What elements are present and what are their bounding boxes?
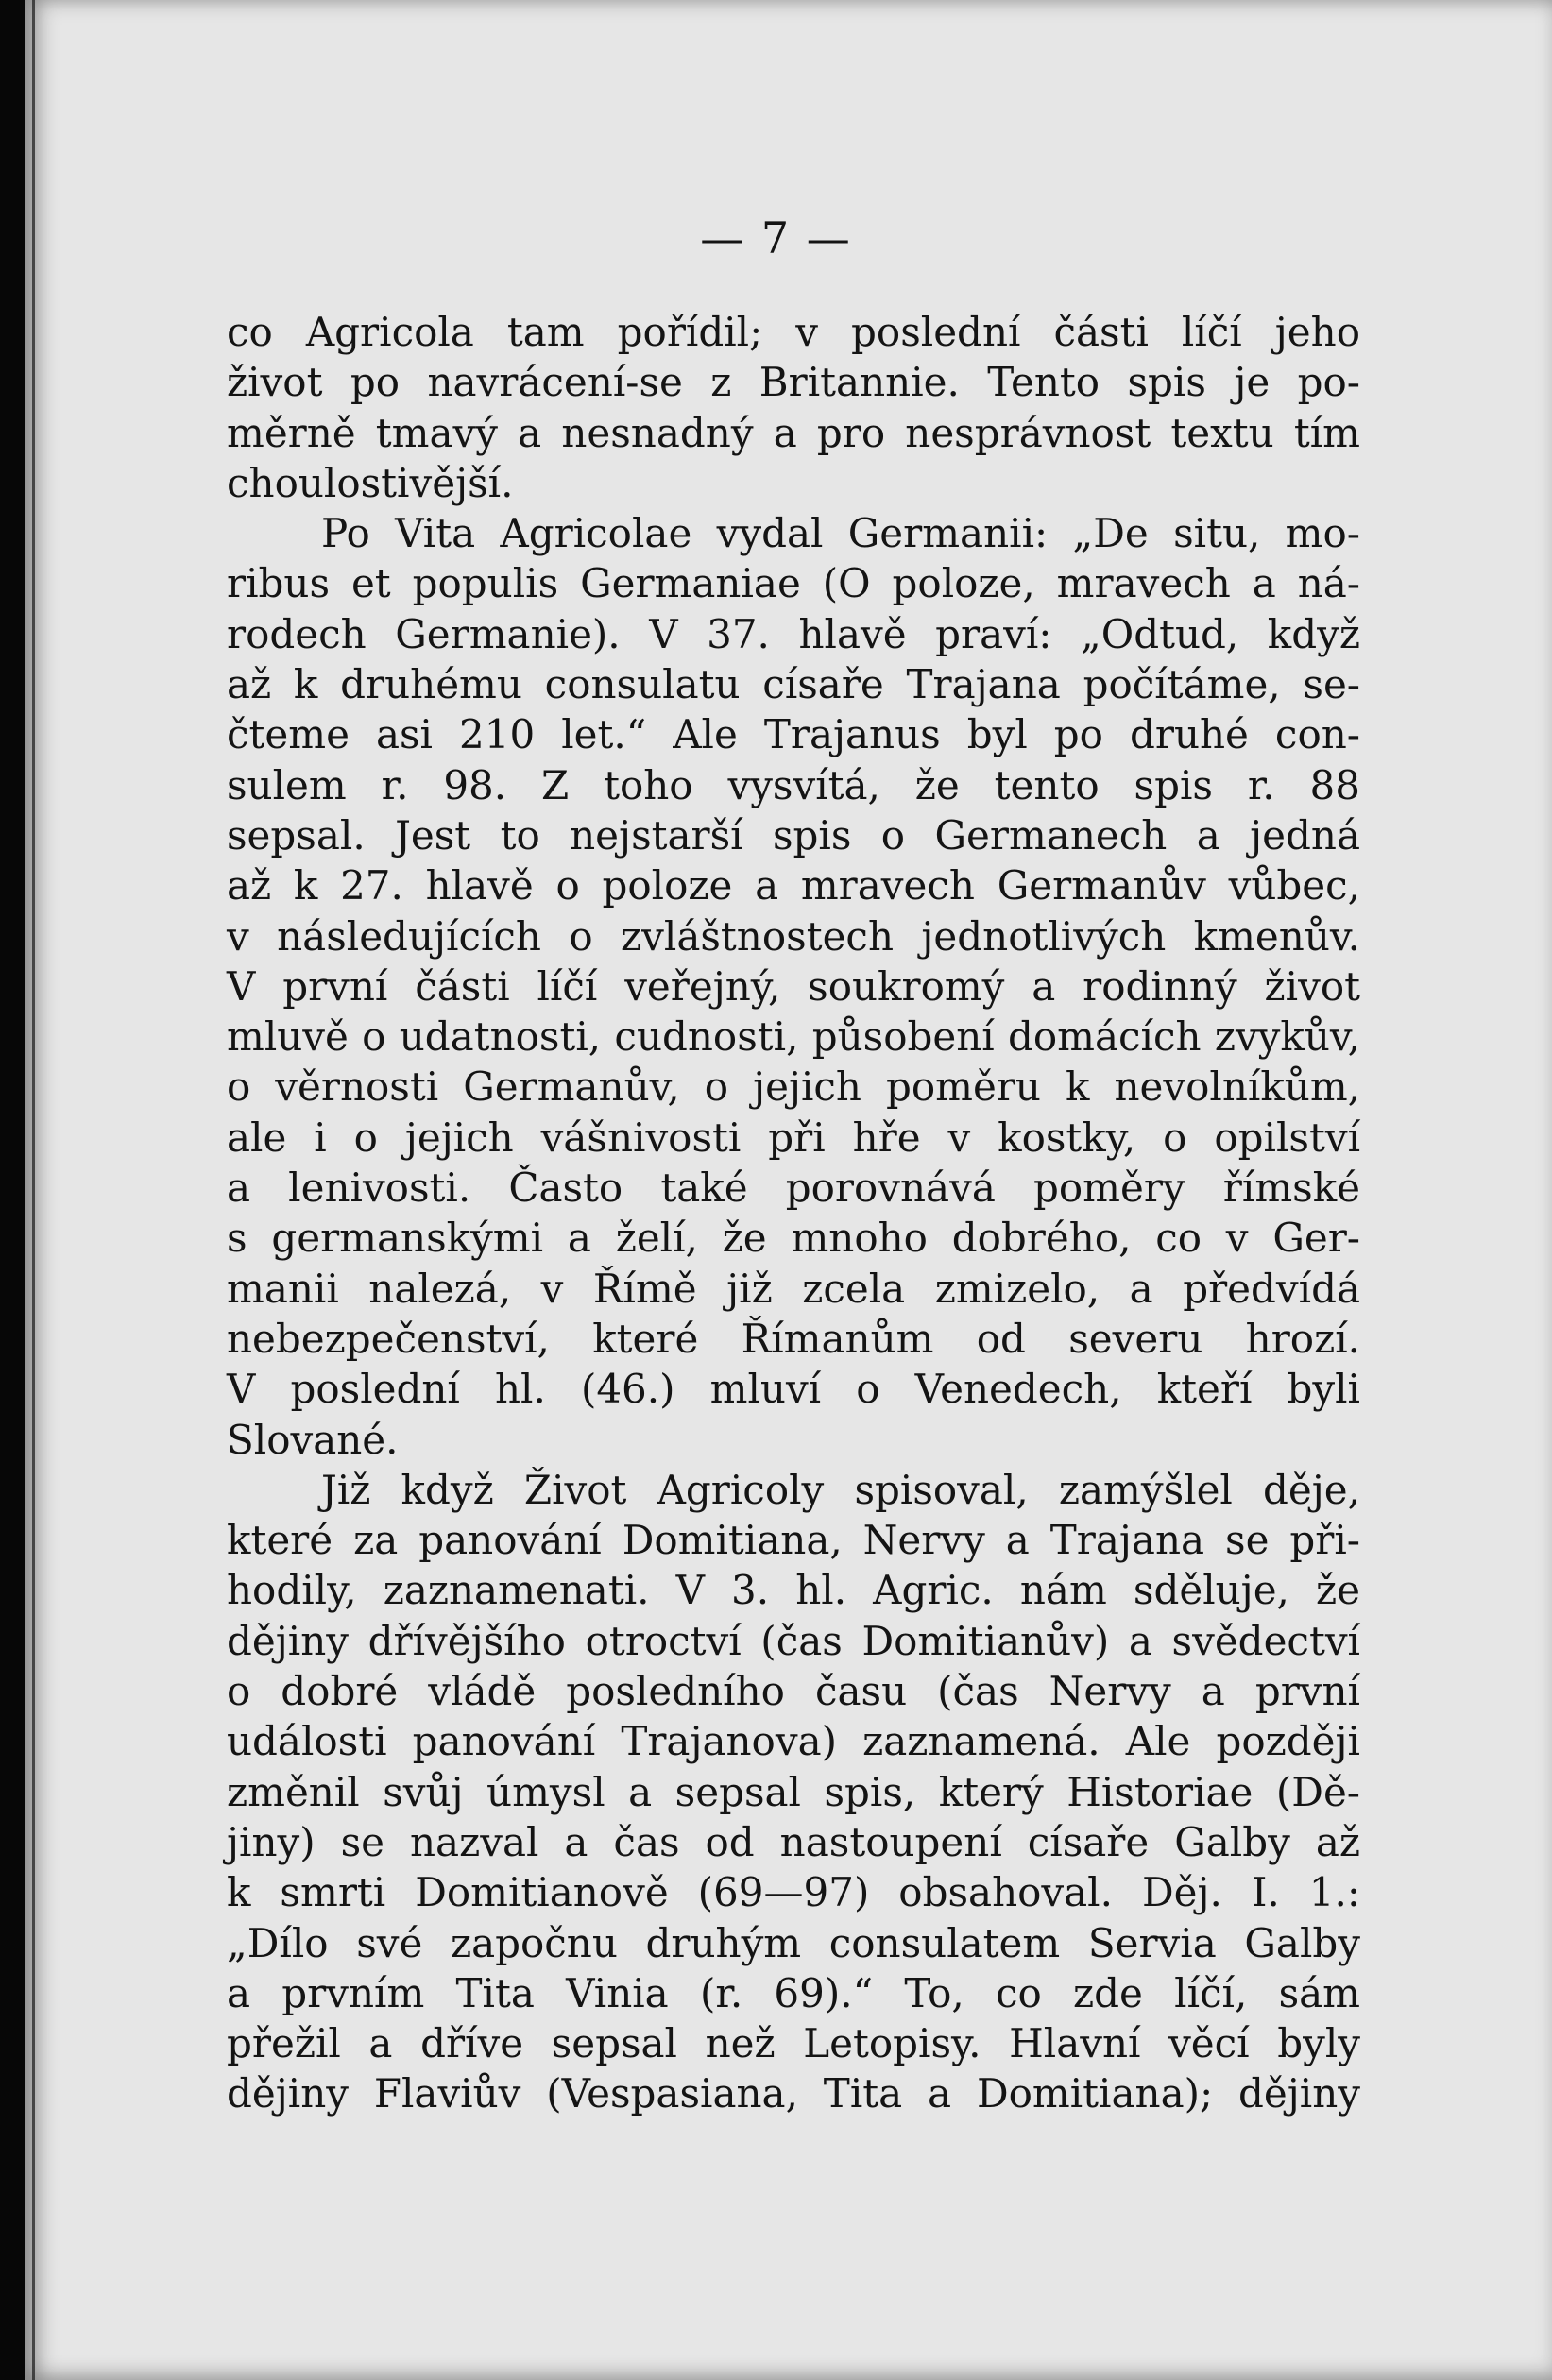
text-line: V první části líčí veřejný, soukromý a rodinný život xyxy=(227,962,1360,1010)
text-line: ale i o jejich vášnivosti při hře v kostky, o opilství xyxy=(227,1114,1360,1161)
text-line: čteme asi 210 let.“ Ale Trajanus byl po druhé con- xyxy=(227,711,1360,758)
text-line: v následujících o zvláštnostech jednotlivých kmenův. xyxy=(227,912,1360,960)
text-line: život po navrácení-se z Britannie. Tento spis je po- xyxy=(227,359,1360,406)
text-line: rodech Germanie). V 37. hlavě praví: „Odtud, když xyxy=(227,610,1360,657)
text-line: dějiny Flaviův (Vespasiana, Tita a Domitiana); dějiny xyxy=(227,2070,1360,2117)
book-spine-shadow xyxy=(32,0,35,2380)
text-line: až k druhému consulatu císaře Trajana počítáme, se- xyxy=(227,661,1360,708)
text-line: a lenivosti. Často také porovnává poměry římské xyxy=(227,1164,1360,1212)
text-line: ribus et populis Germaniae (O poloze, mravech a ná- xyxy=(227,560,1360,607)
text-line: o dobré vládě posledního času (čas Nervy a první xyxy=(227,1668,1360,1715)
text-line: s germanskými a želí, že mnoho dobrého, co v Ger- xyxy=(227,1215,1360,1262)
text-line: o věrnosti Germanův, o jejich poměru k nevolníkům, xyxy=(227,1063,1360,1111)
text-line: „Dílo své započnu druhým consulatem Servia Galby xyxy=(227,1919,1360,1966)
text-line: choulostivější. xyxy=(227,459,514,506)
text-line: sulem r. 98. Z toho vysvítá, že tento spis r. 88 xyxy=(227,761,1360,808)
text-line: manii nalezá, v Římě již zcela zmizelo, a předvídá xyxy=(227,1265,1360,1312)
text-line: události panování Trajanova) zaznamená. Ale později xyxy=(227,1718,1360,1765)
text-line: V poslední hl. (46.) mluví o Venedech, kteří byli xyxy=(227,1366,1360,1413)
body-text xyxy=(227,307,1360,2119)
text-line: Po Vita Agricolae vydal Germanii: „De situ, mo- xyxy=(321,510,1360,557)
text-line: jiny) se nazval a čas od nastoupení císaře Galby až xyxy=(227,1818,1360,1865)
text-line: mluvě o udatnosti, cudnosti, působení domácích zvykův, xyxy=(227,1013,1360,1061)
text-line: Již když Život Agricoly spisoval, zamýšlel děje, xyxy=(321,1466,1360,1513)
text-line: až k 27. hlavě o poloze a mravech Germanův vůbec, xyxy=(227,862,1360,910)
text-line: které za panování Domitiana, Nervy a Trajana se při- xyxy=(227,1517,1360,1564)
text-line: přežil a dříve sepsal než Letopisy. Hlavní věcí byly xyxy=(227,2020,1360,2067)
text-line: a prvním Tita Vinia (r. 69).“ To, co zde líčí, sám xyxy=(227,1969,1360,2016)
text-line: měrně tmavý a nesnadný a pro nesprávnost textu tím xyxy=(227,409,1360,456)
text-line: dějiny dřívějšího otroctví (čas Domitianův) a svědectví xyxy=(227,1617,1360,1664)
text-line: změnil svůj úmysl a sepsal spis, který Historiae (Dě- xyxy=(227,1768,1360,1815)
text-line: k smrti Domitianově (69—97) obsahoval. Děj. I. 1.: xyxy=(227,1869,1360,1916)
text-line: Slované. xyxy=(227,1416,399,1463)
text-line: sepsal. Jest to nejstarší spis o Germanech a jedná xyxy=(227,811,1360,858)
text-line: co Agricola tam pořídil; v poslední části líčí jeho xyxy=(227,309,1360,355)
text-line: hodily, zaznamenati. V 3. hl. Agric. nám sděluje, že xyxy=(227,1567,1360,1614)
text-line: nebezpečenství, které Římanům od severu hrozí. xyxy=(227,1315,1360,1362)
page-number: — 7 — xyxy=(700,212,852,264)
